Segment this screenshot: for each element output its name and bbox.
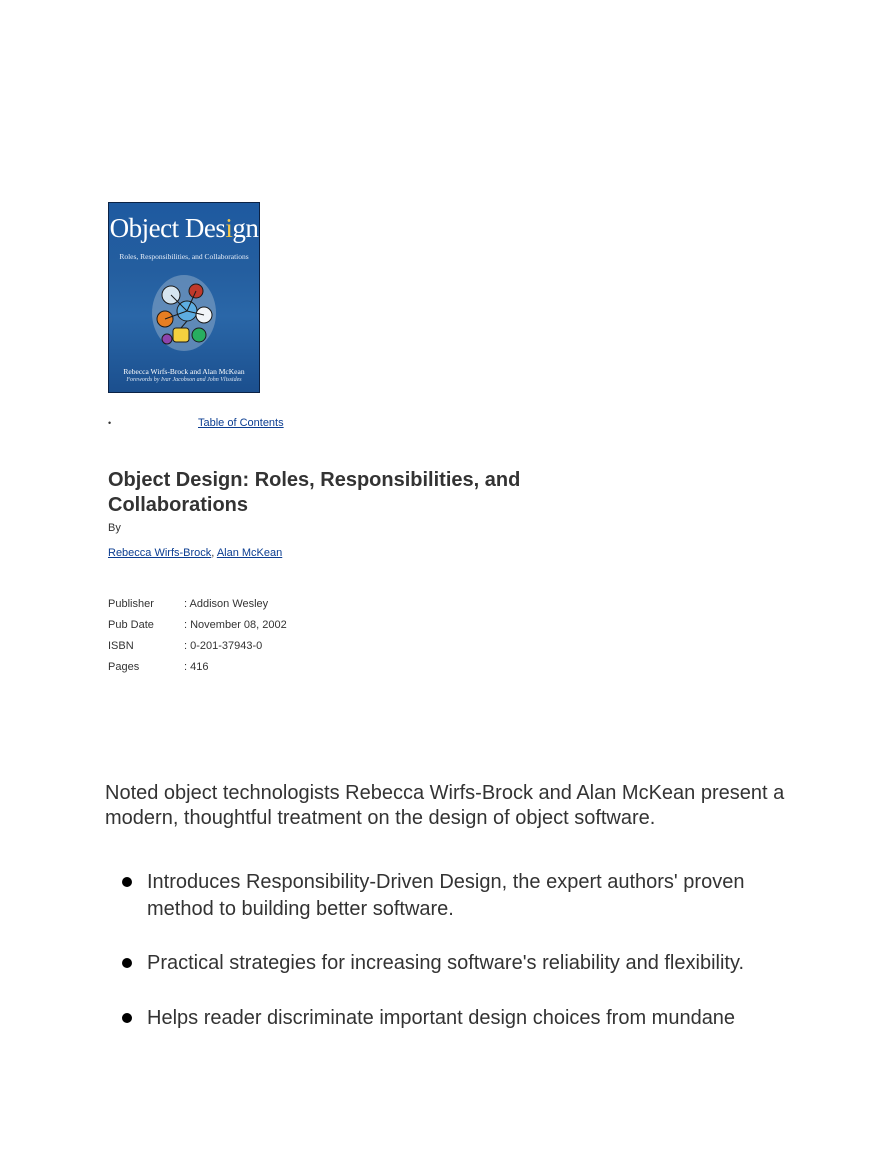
author-separator: , xyxy=(211,547,217,559)
meta-row-publisher xyxy=(108,598,287,619)
meta-key: Pub Date xyxy=(108,619,154,631)
meta-key: Pages xyxy=(108,661,140,673)
bullet-icon: • xyxy=(108,418,112,428)
list-item: Introduces Responsibility-Driven Design, the expert authors' proven method to building better software. xyxy=(105,869,805,923)
cover-subtitle: Roles, Responsibilities, and Collaborations xyxy=(119,252,249,261)
meta-value: : 0-201-37943-0 xyxy=(184,640,263,652)
author-links xyxy=(108,547,282,559)
meta-key: Publisher xyxy=(108,598,154,610)
list-item: Helps reader discriminate important design choices from mundane xyxy=(105,1005,805,1032)
meta-value: : November 08, 2002 xyxy=(184,619,287,631)
cover-artwork xyxy=(149,273,219,353)
meta-key: ISBN xyxy=(108,640,134,652)
list-item: Practical strategies for increasing software's reliability and flexibility. xyxy=(105,950,805,977)
book-description: Noted object technologists Rebecca Wirfs-Brock and Alan McKean present a modern, thoughtful treatment on the design of object software. xyxy=(105,782,785,829)
cover-authors: Rebecca Wirfs-Brock and Alan McKean xyxy=(123,367,245,376)
table-of-contents-link[interactable]: Table of Contents xyxy=(198,417,284,429)
author-link-rebecca-wirfs-brock[interactable]: Rebecca Wirfs-Brock xyxy=(108,547,212,559)
meta-value: : Addison Wesley xyxy=(184,598,269,610)
by-label: By xyxy=(108,522,121,534)
publication-details xyxy=(108,598,287,682)
book-title: Object Design: Roles, Responsibilities, and Collaborations xyxy=(108,469,521,516)
meta-row-pages xyxy=(108,661,287,682)
meta-row-pub-date xyxy=(108,619,287,640)
book-cover-image xyxy=(108,202,260,393)
feature-list xyxy=(105,869,805,1032)
author-link-alan-mckean[interactable]: Alan McKean xyxy=(216,547,283,559)
cover-forewords: Forewords by Ivar Jacobson and John Vlissides xyxy=(126,377,242,383)
meta-value: : 416 xyxy=(184,661,209,673)
meta-row-isbn xyxy=(108,640,287,661)
cover-title: Object Design xyxy=(109,213,259,243)
